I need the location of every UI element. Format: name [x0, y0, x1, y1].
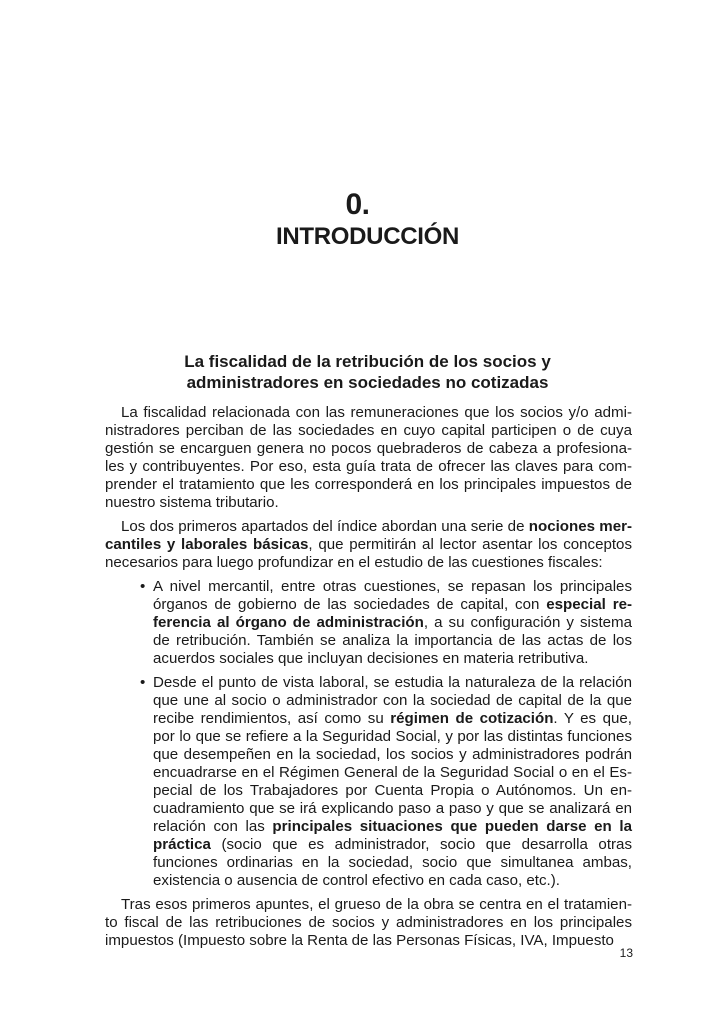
bullet-2-bold-2: principales situaciones que pueden darse en la práctica [153, 818, 632, 853]
section-heading-line-2: administradores en sociedades no cotizadas [186, 373, 549, 392]
section-heading [0, 351, 715, 393]
bullet-1-text-c: , a su configuración y sistema de retribución. También se analiza la importancia de las actas de los acuerdos sociales que incluyan decisiones en materia retributiva. [153, 614, 633, 667]
section-heading-line-1: La fiscalidad de la retribución de los socios y [184, 352, 551, 371]
bullet-2-text-c: . Y es que, por lo que se refiere a la Seguridad Social, y por las distintas funciones que desempeñen en la sociedad, los socios y administradores podrán encuadrarse en el Régimen General de la Seguridad Social o en el Especial de los Trabajadores por Cuenta Propia o Autónomos. Un encuadramiento que se irá explicando paso a paso y que se analizará en relación con las [153, 710, 632, 835]
paragraph-2 [105, 518, 632, 572]
chapter-number: 0. [345, 188, 370, 221]
bullet-icon: • [140, 578, 146, 595]
bullet-2-text-a: Desde el punto de vista laboral, se estudia la naturaleza de la relación que une al socio o administrador con la sociedad de capital de la que recibe rendimientos, así como su [153, 674, 632, 727]
bullet-2-text-e: (socio que es administrador, socio que desarrolla otras funciones ordinarias en la sociedad, socio que simultanea ambas, existencia o ausencia de control efectivo en cada caso, etc.). [153, 836, 632, 889]
list-item [140, 674, 632, 890]
bullet-icon: • [140, 674, 146, 691]
paragraph-1: La fiscalidad relacionada con las remuneraciones que los socios y/o administradores perciban de las sociedades en cuyo capital participen o de cuya gestión se encarguen genera no pocos quebraderos de cabeza a profesionales y contribuyentes. Por eso, esta guía trata de ofrecer las claves para comprender el tratamiento que les corresponderá en los principales impuestos de nuestro sistema tributario. [105, 404, 632, 511]
list-item [140, 578, 633, 668]
paragraph-2-text-c: , que permitirán al lector asentar los conceptos necesarios para luego profundizar en el estudio de las cuestiones fiscales: [105, 536, 633, 571]
bullet-1-bold: especial referencia al órgano de administración [153, 596, 632, 631]
bullet-1-text-a: A nivel mercantil, entre otras cuestiones, se repasan los principales órganos de gobierno de las sociedades de capital, con [153, 578, 632, 613]
bullet-list [105, 578, 632, 890]
paragraph-3: Tras esos primeros apuntes, el grueso de la obra se centra en el tratamiento fiscal de las retribuciones de socios y administradores en los principales impuestos (Impuesto sobre la Renta de las Personas Físicas, IVA, Impuesto [105, 896, 632, 949]
page-number: 13 [619, 946, 633, 960]
paragraph-2-bold: nociones mercantiles y laborales básicas [105, 518, 632, 553]
paragraph-2-text-a: Los dos primeros apartados del índice abordan una serie de [121, 518, 529, 535]
chapter-title: INTRODUCCIÓN [275, 223, 460, 250]
bullet-2-bold-1: régimen de cotización [390, 710, 554, 727]
body-text [105, 404, 632, 956]
